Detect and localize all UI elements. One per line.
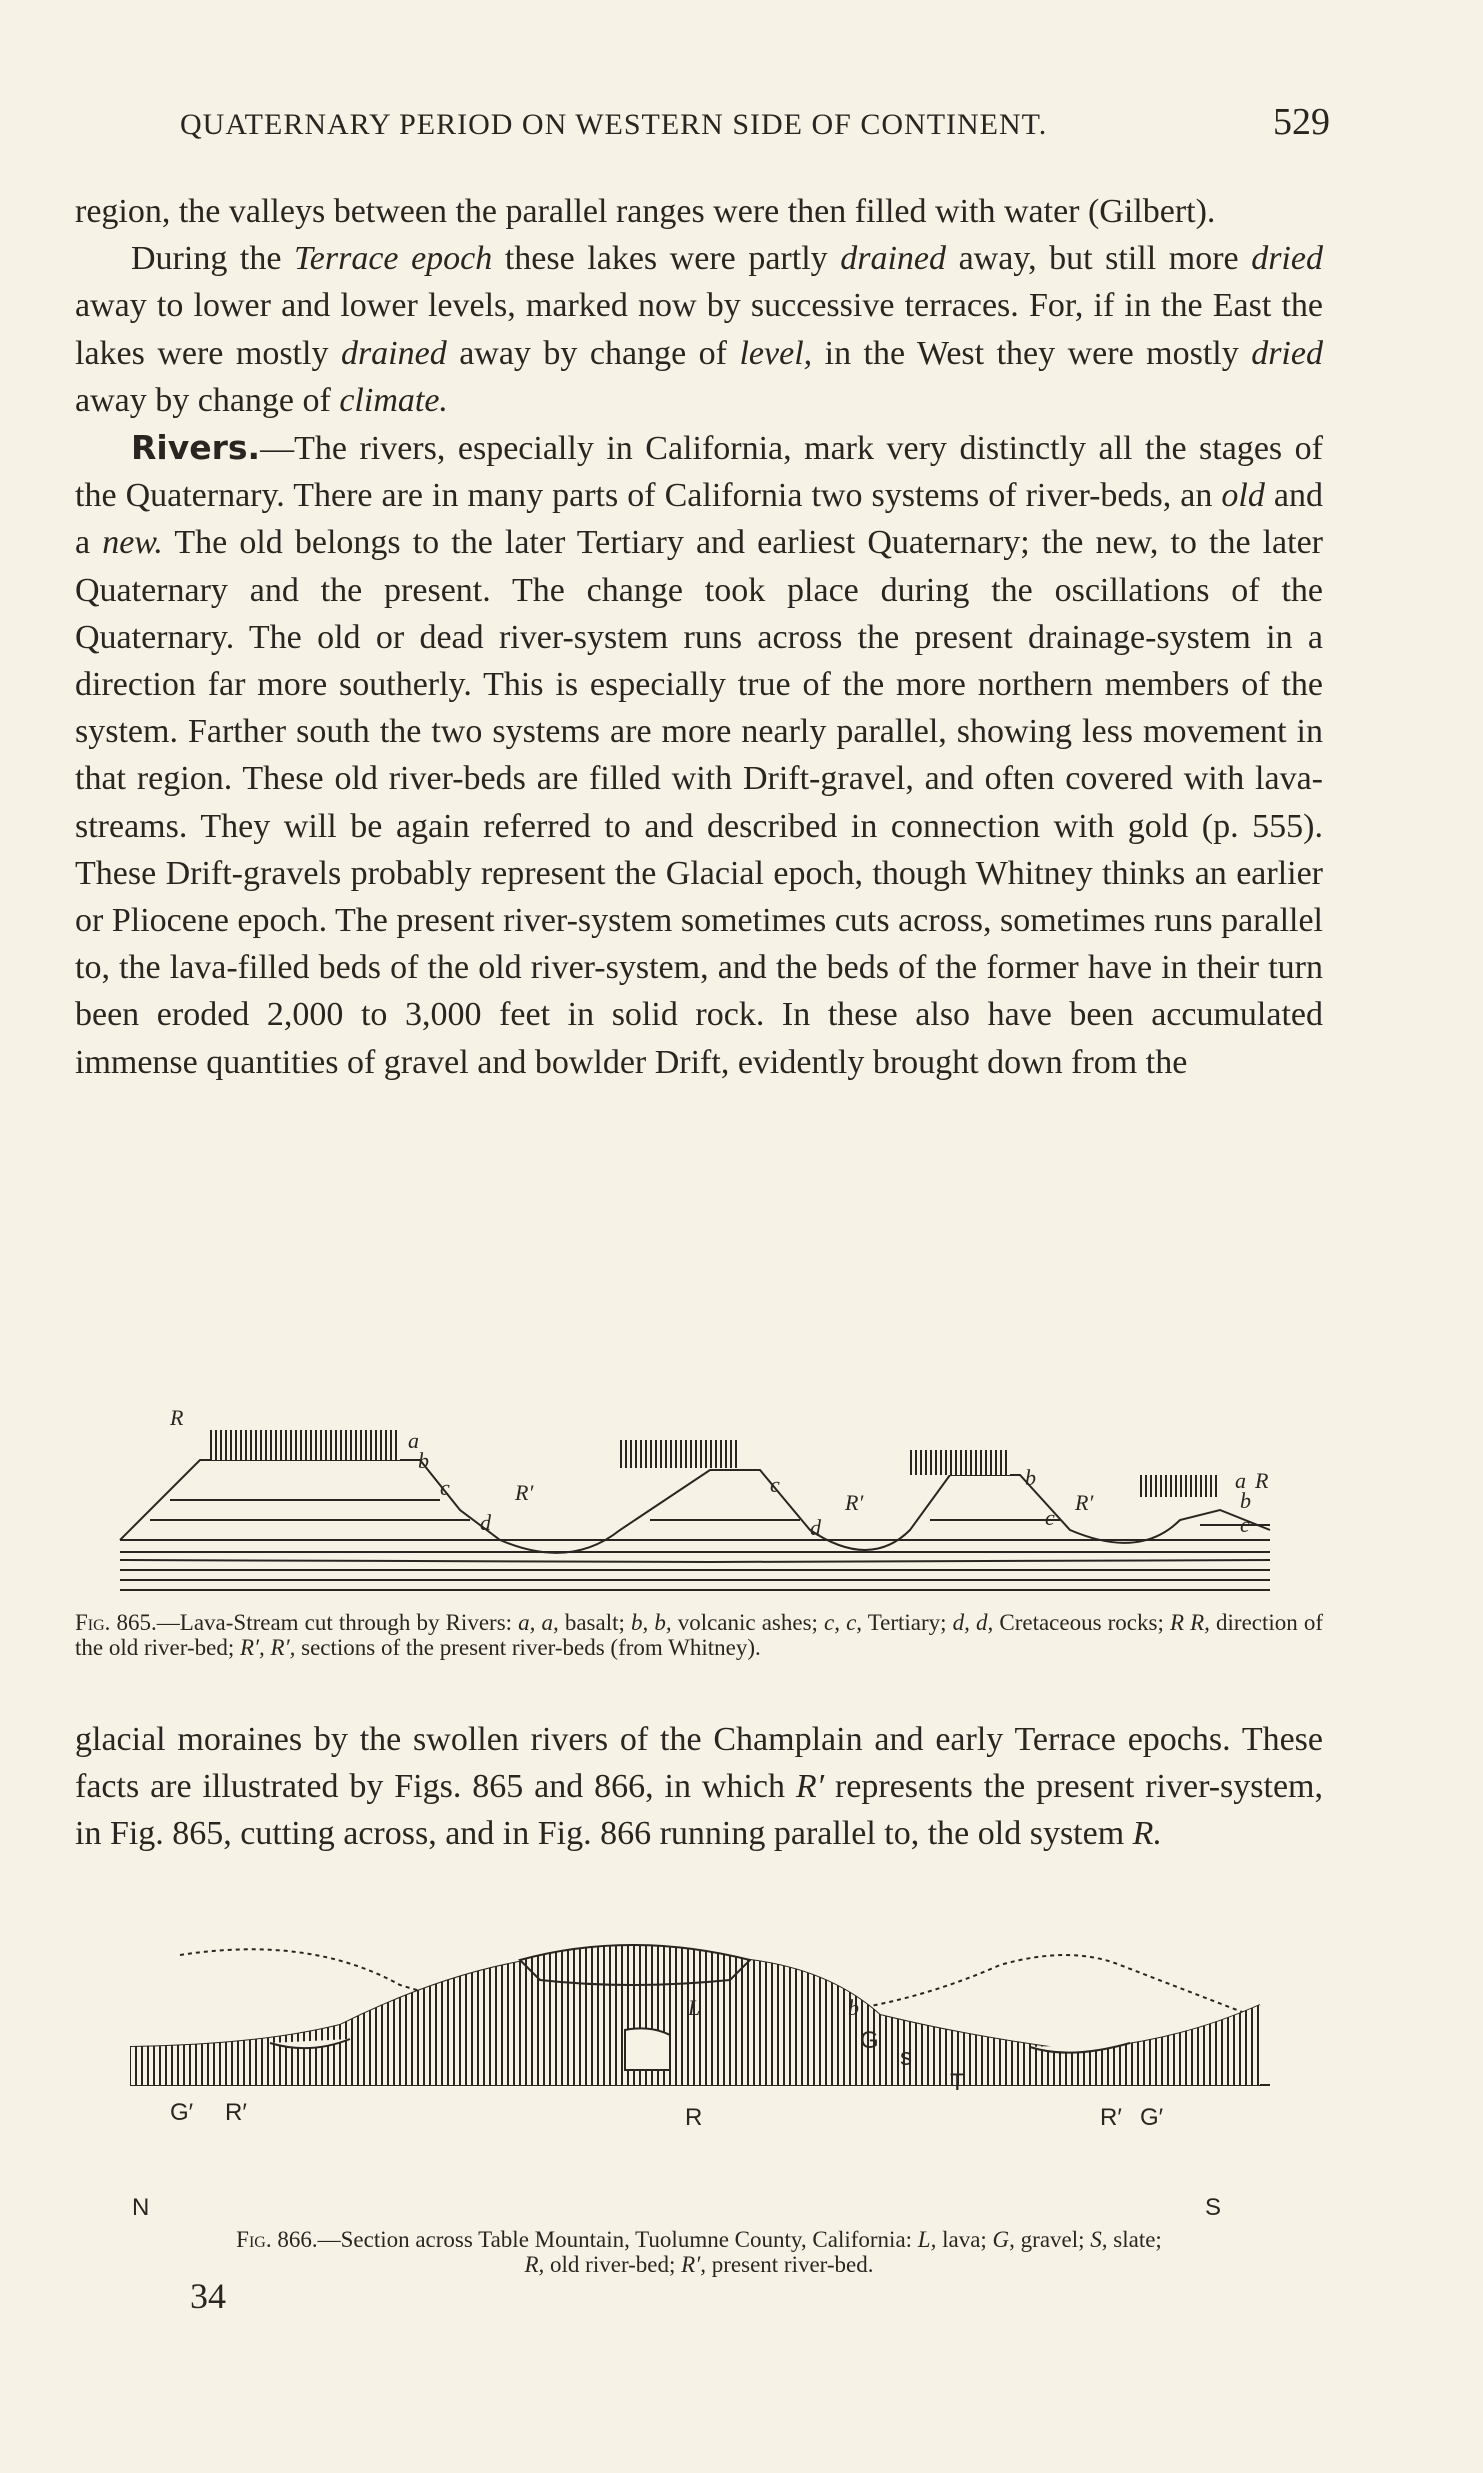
label-d-2: d [810,1515,821,1540]
label-b-4: b [1240,1488,1251,1513]
label-R-right: R [1255,1468,1269,1493]
label-c-1: c [440,1475,450,1500]
label-N: N [132,2194,150,2221]
label-Rp-1: R′ [515,1480,534,1505]
label-G: G [860,2027,879,2054]
label-s: s [900,2044,912,2071]
label-b: b [848,1995,859,2020]
label-Gp-right: G′ [1140,2104,1164,2131]
label-Rp-left: R′ [225,2099,247,2126]
signature-mark: 34 [190,2276,226,2316]
label-a-1: a [408,1428,419,1453]
label-Rp-2: R′ [845,1490,864,1515]
label-b-3: b [1025,1465,1036,1490]
label-Rp-3: R′ [1075,1490,1094,1515]
section-heading-rivers: Rivers. [131,428,261,468]
label-c-2: c [770,1472,780,1497]
label-Gp-left: G′ [170,2099,194,2126]
basalt-caps [210,1430,1220,1497]
figure-866-caption: Fig. 866.—Section across Table Mountain, Tuolumne County, California: L, lava; G, gravel; S, slate; R, old river-bed; R′, present river-bed. [236,2227,1162,2277]
running-head [130,100,1330,150]
paragraph-1: region, the valleys between the parallel ranges were then filled with water (Gilbert). [75,193,1216,230]
label-c-4: c [1240,1512,1250,1537]
figure-865-diagram [110,1400,1330,1600]
label-Rp-right: R′ [1100,2104,1122,2131]
label-R-left: R [170,1405,184,1430]
page-number: 529 [1273,101,1330,143]
label-a-4: a [1235,1468,1246,1493]
label-L: L [688,1995,701,2020]
text-block-lower [75,1716,1323,1858]
label-R: R [685,2104,703,2131]
figure-865-caption: Fig. 865.—Lava-Stream cut through by Rivers: a, a, basalt; b, b, volcanic ashes; c, c, Tertiary; d, d, Cretaceous rocks; R R, direction of the old river-bed; R′, R′, sections of the present river-beds (from Whitney). [75,1610,1324,1660]
label-c-3: c [1045,1505,1055,1530]
running-head-title: QUATERNARY PERIOD ON WESTERN SIDE OF CONTINENT. [180,108,1048,141]
label-b-1: b [418,1448,429,1473]
text-block-upper [75,188,1323,1086]
label-d-1: d [480,1510,491,1535]
label-S: S [1205,2194,1222,2221]
paragraph-4: glacial moraines by the swollen rivers of the Champlain and early Terrace epochs. These facts are illustrated by Figs. 865 and 866, in which R′ represents the present river-system, in Fig. 865, cutting across, and in Fig. 866 running parallel to, the old system R. [75,1721,1323,1853]
label-T: T [950,2069,965,2096]
paragraph-3-rivers: Rivers.—The rivers, especially in California, mark very distinctly all the stages of the Quaternary. There are in many parts of California two systems of river-beds, an old and a new. The old belongs to the later Tertiary and earliest Quaternary; the new, to the later Quaternary and the present. The change took place during the oscillations of the Quaternary. The old or dead river-system runs across the present drainage-system in a direction far more southerly. This is especially true of the more northern members of the system. Farther south the two systems are more nearly parallel, showing less movement in that region. These old river-beds are filled with Drift-gravel, and often covered with lava-streams. They will be again referred to and described in connection with gold (p. 555). These Drift-gravels probably represent the Glacial epoch, though Whitney thinks an earlier or Pliocene epoch. The present river-system sometimes cuts across, sometimes runs parallel to, the lava-filled beds of the old river-system, and the beds of the former have in their turn been eroded 2,000 to 3,000 feet in solid rock. In these also have been accumulated immense quantities of gravel and bowlder Drift, evidently brought down from the [75,428,1324,1081]
figure-866-diagram [110,1935,1330,2225]
paragraph-2: During the Terrace epoch these lakes were partly drained away, but still more dried away to lower and lower levels, marked now by successive terraces. For, if in the East the lakes were mostly drained away by change of level, in the West they were mostly dried away by change of climate. [75,240,1323,419]
